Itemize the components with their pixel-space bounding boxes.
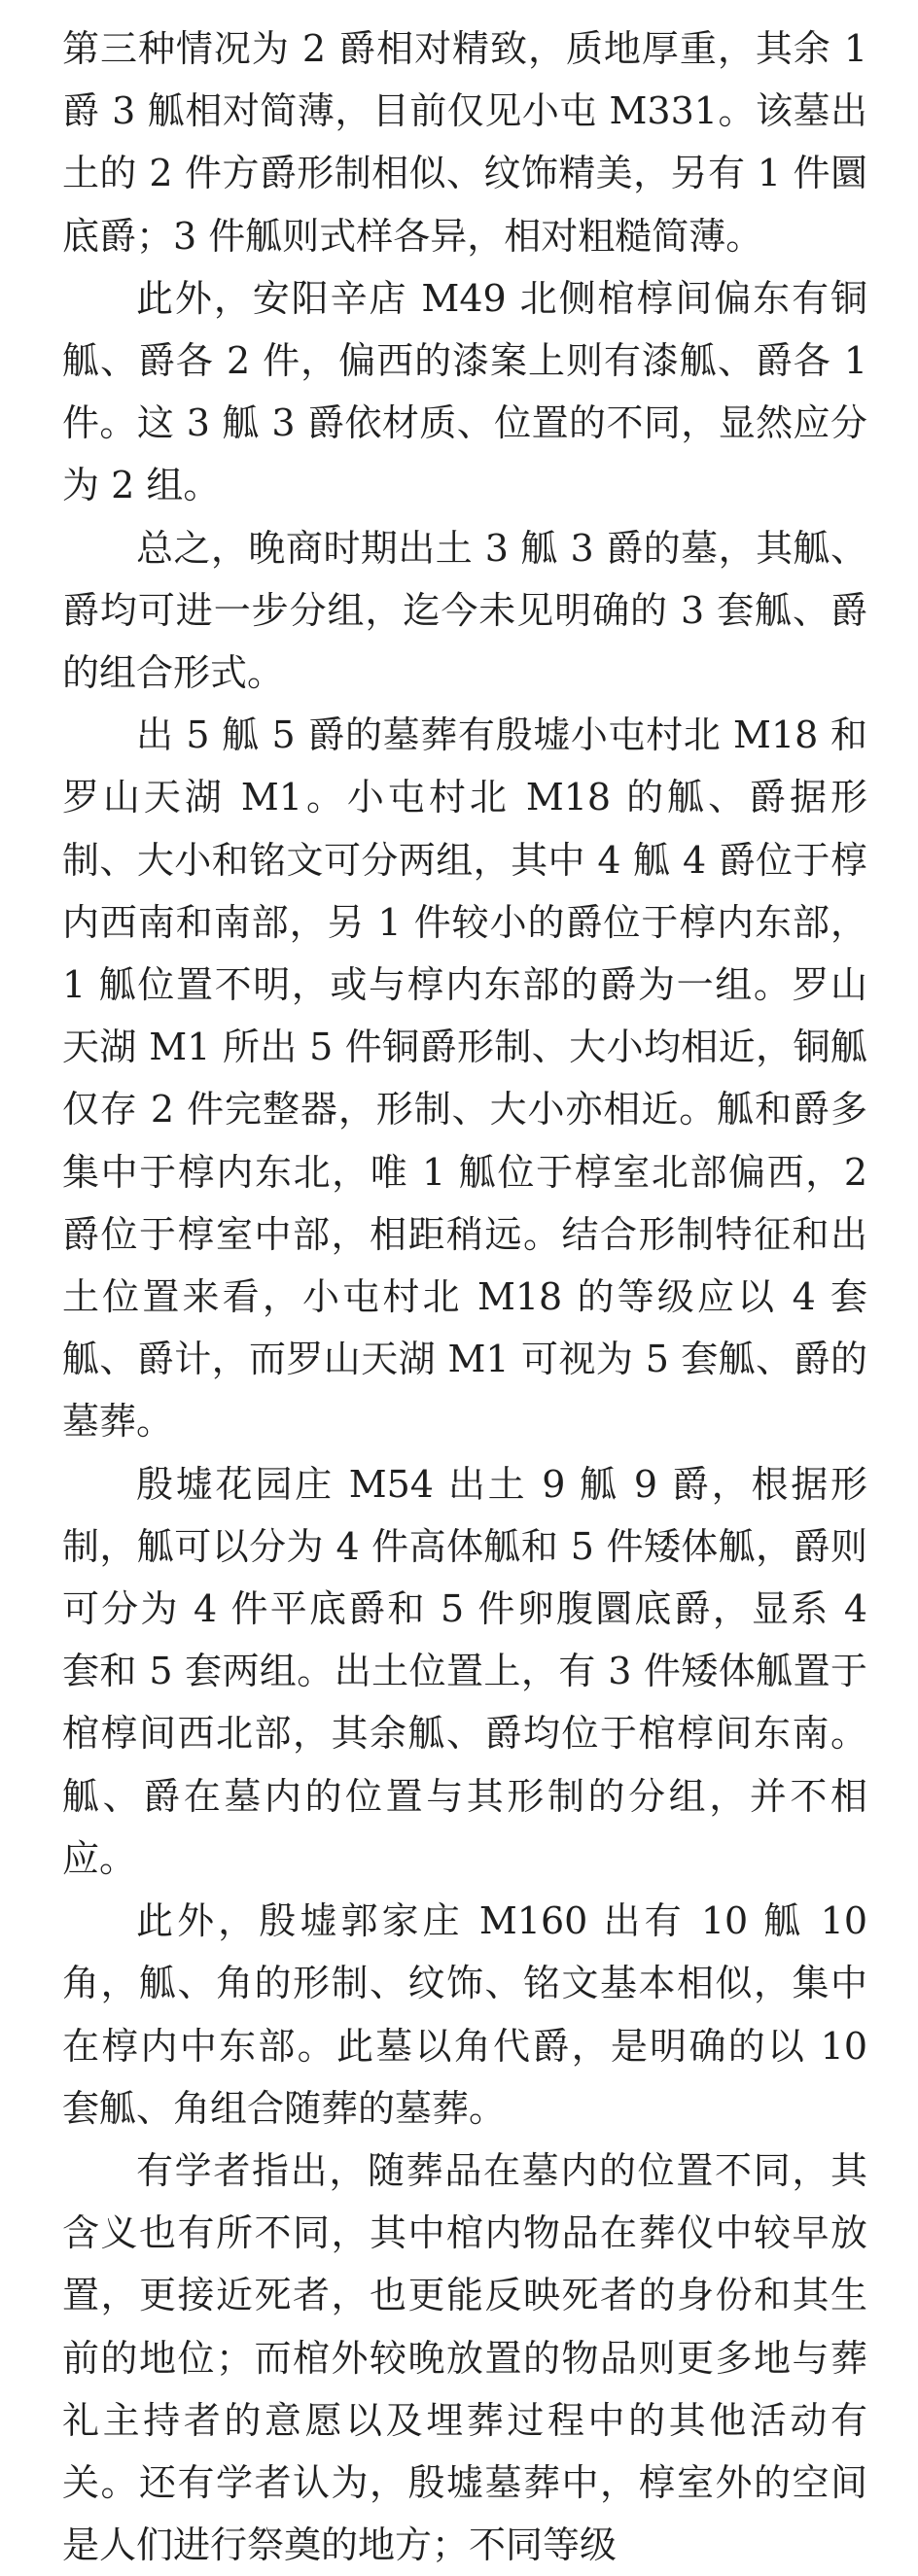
paragraph-4: 出 5 觚 5 爵的墓葬有殷墟小屯村北 M18 和罗山天湖 M1。小屯村北 M18 的觚、爵据形制、大小和铭文可分两组，其中 4 觚 4 爵位于椁内西南和南部，另 1 件较小的爵位于椁内东部，1 觚位置不明，或与椁内东部的爵为一组。罗山天湖 M1 所出 5 件铜爵形制、大小均相近，铜觚仅存 2 件完整器，形制、大小亦相近。觚和爵多集中于椁内东北，唯 1 觚位于椁室北部偏西，2 爵位于椁室中部，相距稍远。结合形制特征和出土位置来看，小屯村北 M18 的等级应以 4 套觚、爵计，而罗山天湖 M1 可视为 5 套觚、爵的墓葬。 bbox=[62, 714, 867, 1444]
document-body bbox=[62, 17, 867, 2576]
paragraph-5: 殷墟花园庄 M54 出土 9 觚 9 爵，根据形制，觚可以分为 4 件高体觚和 5 件矮体觚，爵则可分为 4 件平底爵和 5 件卵腹圜底爵，显系 4 套和 5 套两组。出土位置上，有 3 件矮体觚置于棺椁间西北部，其余觚、爵均位于棺椁间东南。觚、爵在墓内的位置与其形制的分组，并不相应。 bbox=[62, 1462, 868, 1880]
paragraph-2: 此外，安阳辛店 M49 北侧棺椁间偏东有铜觚、爵各 2 件，偏西的漆案上则有漆觚、爵各 1 件。这 3 觚 3 爵依材质、位置的不同，显然应分为 2 组。 bbox=[62, 276, 867, 507]
paragraph-1: 第三种情况为 2 爵相对精致，质地厚重，其余 1 爵 3 觚相对简薄，目前仅见小屯 M331。该墓出土的 2 件方爵形制相似、纹饰精美，另有 1 件圜底爵；3 件觚则式样各异，相对粗糙简薄。 bbox=[62, 27, 867, 258]
paragraph-7: 有学者指出，随葬品在墓内的位置不同，其含义也有所不同，其中棺内物品在葬仪中较早放置，更接近死者，也更能反映死者的身份和其生前的地位；而棺外较晚放置的物品则更多地与葬礼主持者的意愿以及埋葬过程中的其他活动有关。还有学者认为，殷墟墓葬中，椁室外的空间是人们进行祭奠的地方；不同等级 bbox=[62, 2148, 867, 2567]
paragraph-6: 此外，殷墟郭家庄 M160 出有 10 觚 10 角，觚、角的形制、纹饰、铭文基本相似，集中在椁内中东部。此墓以角代爵，是明确的以 10 套觚、角组合随葬的墓葬。 bbox=[62, 1899, 867, 2130]
paragraph-3: 总之，晚商时期出土 3 觚 3 爵的墓，其觚、爵均可进一步分组，迄今未见明确的 3 套觚、爵的组合形式。 bbox=[62, 526, 867, 695]
